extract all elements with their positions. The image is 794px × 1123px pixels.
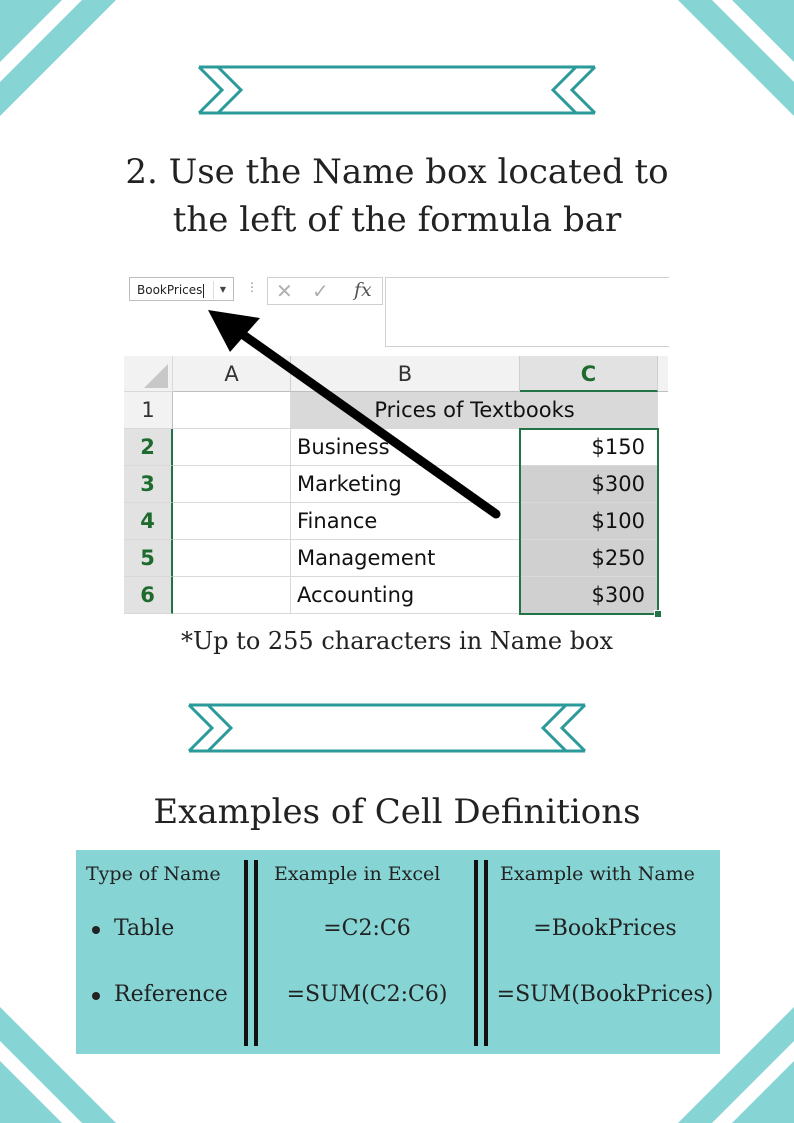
enter-check-icon[interactable]: ✓ <box>312 279 329 303</box>
cell-b6[interactable]: Accounting <box>291 577 520 614</box>
vertical-dots-icon: ⋮ <box>246 280 258 294</box>
cell-b1-merged-title[interactable]: Prices of Textbooks <box>291 392 658 429</box>
bullet-icon <box>92 926 100 934</box>
cell-c6[interactable]: $300 <box>520 577 658 614</box>
column-divider <box>484 860 488 1046</box>
insert-function-icon[interactable]: fx <box>354 279 372 301</box>
row-table-named: =BookPrices <box>533 916 677 941</box>
table-header-excel: Example in Excel <box>274 863 441 885</box>
cell-c2[interactable]: $150 <box>520 429 658 466</box>
row-table-type: Table <box>114 916 175 941</box>
top-left-corner-decoration <box>0 0 116 116</box>
column-divider <box>254 860 258 1046</box>
row-header-4[interactable]: 4 <box>124 503 173 540</box>
column-header-c[interactable]: C <box>520 356 658 392</box>
cell-c5[interactable]: $250 <box>520 540 658 577</box>
cell-b3[interactable]: Marketing <box>291 466 520 503</box>
cell-c4[interactable]: $100 <box>520 503 658 540</box>
heading-line-2: the left of the formula bar <box>172 200 622 240</box>
pointer-arrow-icon <box>124 272 668 616</box>
table-header-type: Type of Name <box>86 863 221 885</box>
cancel-icon[interactable]: ✕ <box>276 279 293 303</box>
middle-ribbon-banner <box>186 702 588 754</box>
column-header-a[interactable]: A <box>173 356 291 392</box>
row-reference-type: Reference <box>114 982 228 1007</box>
row-header-6[interactable]: 6 <box>124 577 173 614</box>
table-header-name: Example with Name <box>500 863 695 885</box>
row-reference-excel: =SUM(C2:C6) <box>286 982 448 1007</box>
row-header-2[interactable]: 2 <box>124 429 173 466</box>
name-box-dropdown-icon[interactable]: ▼ <box>213 281 232 299</box>
section-heading-name-box <box>0 148 794 244</box>
column-header-b[interactable]: B <box>291 356 520 392</box>
name-box-value: BookPrices <box>137 283 203 297</box>
row-header-1[interactable]: 1 <box>124 392 173 429</box>
row-header-5[interactable]: 5 <box>124 540 173 577</box>
name-box-note: *Up to 255 characters in Name box <box>180 627 614 655</box>
cell-c3[interactable]: $300 <box>520 466 658 503</box>
cell-b4[interactable]: Finance <box>291 503 520 540</box>
cell-definitions-table <box>76 850 720 1054</box>
bullet-icon <box>92 992 100 1000</box>
top-right-corner-decoration <box>678 0 794 116</box>
cell-b2[interactable]: Business <box>291 429 520 466</box>
column-divider <box>474 860 478 1046</box>
row-header-3[interactable]: 3 <box>124 466 173 503</box>
section-heading-examples: Examples of Cell Definitions <box>153 792 641 832</box>
row-table-excel: =C2:C6 <box>323 916 411 941</box>
heading-line-1: 2. Use the Name box located to <box>125 152 669 192</box>
top-ribbon-banner <box>196 64 598 116</box>
cell-b5[interactable]: Management <box>291 540 520 577</box>
row-reference-named: =SUM(BookPrices) <box>496 982 714 1007</box>
column-divider <box>244 860 248 1046</box>
